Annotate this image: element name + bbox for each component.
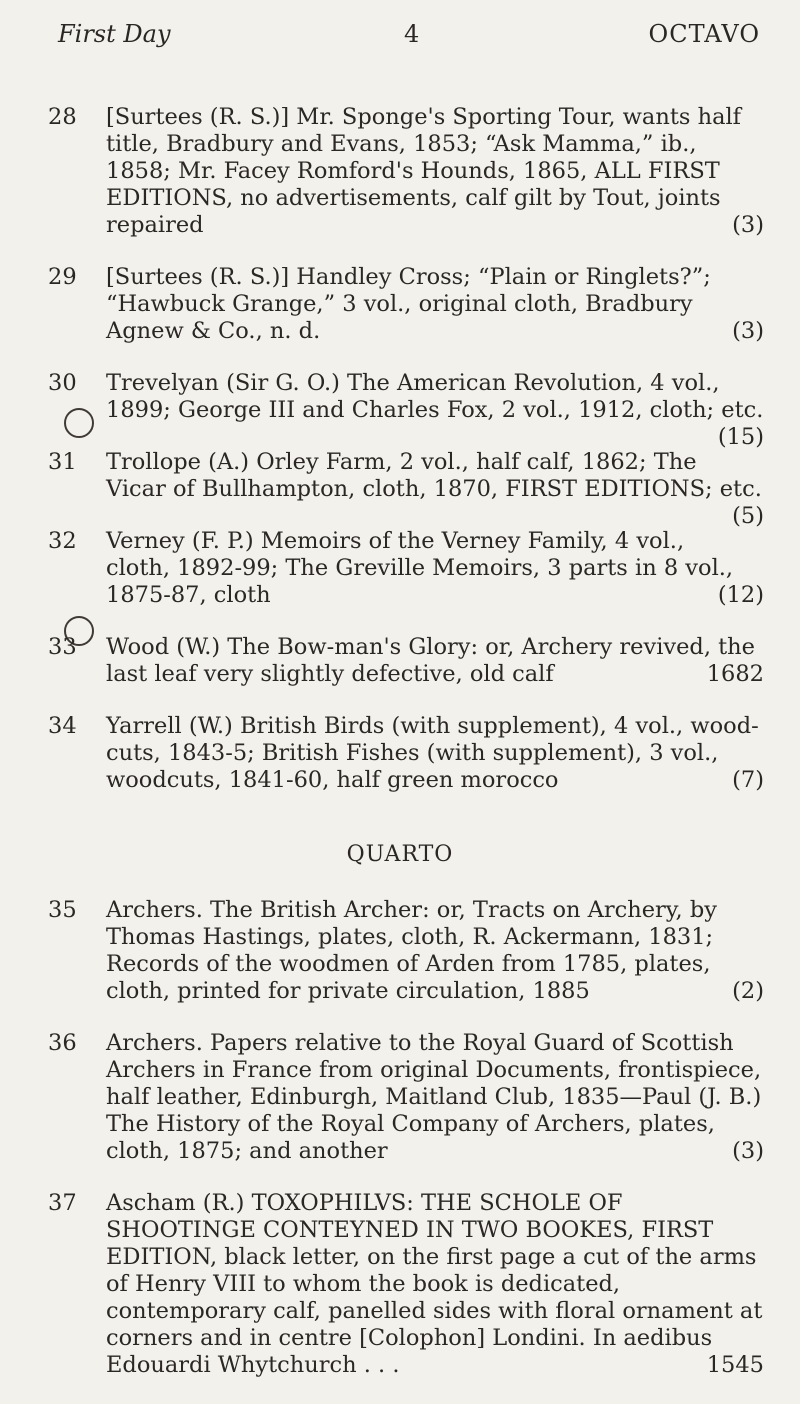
catalogue-entry — [0, 897, 800, 1005]
lot-number: 32 — [48, 528, 77, 554]
lot-number: 36 — [48, 1030, 77, 1056]
lot-number: 35 — [48, 897, 77, 923]
lot-description: Verney (F. P.) Memoirs of the Verney Family, 4 vol., cloth, 1892-99; The Greville Memoirs, 3 parts in 8 vol., 1875-87, cloth — [106, 528, 734, 608]
lot-number: 28 — [48, 104, 77, 130]
lot-description: [Surtees (R. S.)] Mr. Sponge's Sporting Tour, wants half title, Bradbury and Evans, 1853; “Ask Mamma,” ib., 1858; Mr. Facey Romford's Hounds, 1865, ALL FIRST EDITIONS, no advertisements, calf gilt by Tout, joints repaired — [106, 104, 742, 238]
catalogue-entry — [0, 1030, 800, 1165]
page-header — [58, 20, 760, 56]
lot-description: [Surtees (R. S.)] Handley Cross; “Plain or Ringlets?”; “Hawbuck Grange,” 3 vol., original cloth, Bradbury Agnew & Co., n. d. — [106, 264, 711, 344]
header-page-number: 4 — [404, 20, 420, 48]
lot-price: (3) — [732, 1138, 764, 1164]
lot-price: (12) — [717, 582, 764, 608]
catalogue-entry — [0, 634, 800, 688]
lot-description: Trevelyan (Sir G. O.) The American Revolution, 4 vol., 1899; George III and Charles Fox, 2 vol., 1912, cloth; etc. — [106, 370, 764, 423]
lot-price: (15) — [717, 424, 764, 450]
lot-description: Ascham (R.) TOXOPHILVS: THE SCHOLE OF SHOOTINGE CONTEYNED IN TWO BOOKES, FIRST EDITION, black letter, on the first page a cut of the arms of Henry VIII to whom the book is dedicated, contemporary calf, panelled sides with floral ornament at corners and in centre [Colophon] Londini. In aedibus Edouardi Whytchurch . . . — [106, 1190, 763, 1378]
catalogue-entry — [0, 370, 800, 450]
catalogue-entry — [0, 449, 800, 529]
lot-description: Wood (W.) The Bow-man's Glory: or, Archery revived, the last leaf very slightly defective, old calf — [106, 634, 755, 687]
lot-price: 1682 — [706, 661, 764, 687]
lot-price: (2) — [732, 978, 764, 1004]
catalogue-entry — [0, 264, 800, 345]
section-heading-quarto: QUARTO — [346, 842, 454, 867]
catalogue-entry — [0, 104, 800, 239]
lot-price: 1545 — [706, 1352, 764, 1378]
lot-price: (3) — [732, 212, 764, 238]
lot-number: 34 — [48, 713, 77, 739]
lot-description: Yarrell (W.) British Birds (with supplement), 4 vol., wood-cuts, 1843-5; British Fishes (with supplement), 3 vol., woodcuts, 1841-60, half green morocco — [106, 713, 759, 793]
catalogue-entry — [0, 528, 800, 609]
lot-price: (7) — [732, 767, 764, 793]
catalogue-entries — [0, 104, 800, 1404]
header-format: OCTAVO — [648, 20, 760, 48]
lot-number: 33 — [48, 634, 77, 660]
lot-number: 37 — [48, 1190, 77, 1216]
lot-number: 30 — [48, 370, 77, 396]
lot-description: Archers. Papers relative to the Royal Guard of Scottish Archers in France from original Documents, frontispiece, half leather, Edinburgh, Maitland Club, 1835—Paul (J. B.) The History of the Royal Company of Archers, plates, cloth, 1875; and another — [106, 1030, 762, 1164]
lot-price: (5) — [732, 503, 764, 529]
lot-number: 29 — [48, 264, 77, 290]
catalogue-entry — [0, 713, 800, 794]
lot-number: 31 — [48, 449, 77, 475]
lot-price: (3) — [732, 318, 764, 344]
catalogue-entry — [0, 1190, 800, 1379]
lot-description: Trollope (A.) Orley Farm, 2 vol., half calf, 1862; The Vicar of Bullhampton, cloth, 1870, FIRST EDITIONS; etc. — [106, 449, 762, 502]
lot-description: Archers. The British Archer: or, Tracts on Archery, by Thomas Hastings, plates, cloth, R. Ackermann, 1831; Records of the woodmen of Arden from 1785, plates, cloth, printed for private circulation, 1885 — [106, 897, 717, 1004]
header-day: First Day — [58, 20, 171, 48]
